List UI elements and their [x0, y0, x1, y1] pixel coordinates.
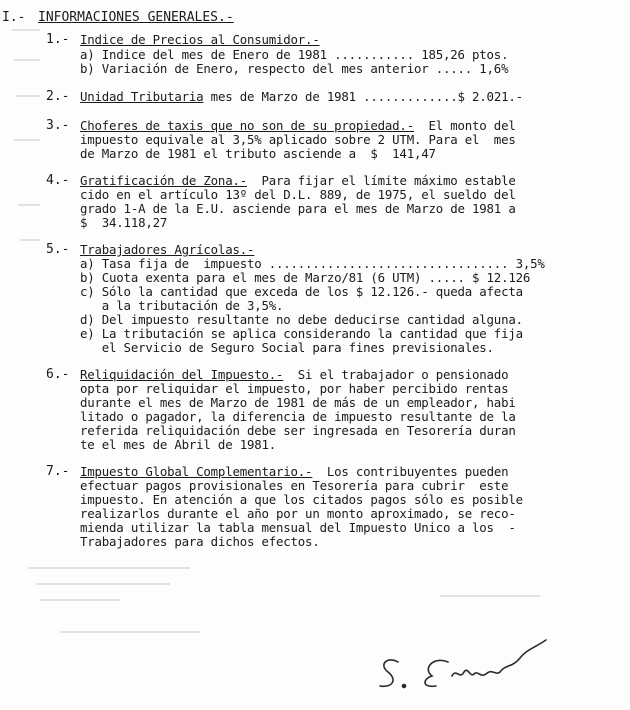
item-3-number: 3.- — [46, 118, 70, 133]
item-6-title: Reliquidación del Impuesto.- — [80, 367, 284, 382]
item-6-line-2: durante el mes de Marzo de 1981 de más de un empleador, habi — [80, 395, 516, 410]
item-7-rest: Los contribuyentes pueden — [312, 464, 509, 479]
signature — [370, 628, 570, 698]
item-7-line-2: impuesto. En atención a que los citados pagos sólo es posible — [80, 492, 523, 507]
item-2-title: Unidad Tributaria — [80, 89, 204, 104]
item-4-number: 4.- — [46, 173, 70, 188]
item-7-title: Impuesto Global Complementario.- — [80, 464, 313, 479]
item-4-title: Gratificación de Zona.- — [80, 173, 247, 188]
item-6-rest: Si el trabajador o pensionado — [283, 367, 509, 382]
item-5-line-b: b) Cuota exenta para el mes de Marzo/81 (6 UTM) ..... $ 12.126 — [80, 270, 531, 285]
item-3-title: Choferes de taxis que no son de su propiedad.- — [80, 118, 414, 133]
item-5-title: Trabajadores Agrícolas.- — [80, 242, 255, 257]
item-7-line-5: Trabajadores para dichos efectos. — [80, 534, 320, 549]
item-6-number: 6.- — [46, 367, 70, 382]
item-7-line-3: realizarlos durante el año por un monto aproximado, se reco- — [80, 506, 516, 521]
item-2-rest: mes de Marzo de 1981 .............$ 2.021.- — [203, 89, 523, 104]
item-5-line-a: a) Tasa fija de impuesto ................................. 3,5% — [80, 256, 545, 271]
item-3-line-1: impuesto equivale al 3,5% aplicado sobre 2 UTM. Para el mes — [80, 132, 516, 147]
item-1-line-a: a) Indice del mes de Enero de 1981 ........... 185,26 ptos. — [80, 47, 509, 62]
item-6-line-5: te el mes de Abril de 1981. — [80, 437, 277, 452]
item-5-line-e: e) La tributación se aplica considerando la cantidad que fija — [80, 326, 523, 341]
item-3-rest: El monto del — [413, 118, 516, 133]
item-4-line-3: $ 34.118,27 — [80, 215, 168, 230]
item-7-line-1: efectuar pagos provisionales en Tesorería para cubrir este — [80, 478, 509, 493]
item-6-line-4: referida reliquidación debe ser ingresada en Tesorería duran — [80, 423, 516, 438]
item-3-line-2: de Marzo de 1981 el tributo asciende a $ 141,47 — [80, 146, 436, 161]
item-2-number: 2.- — [46, 89, 70, 104]
item-6-line-1: opta por reliquidar el impuesto, por haber percibido rentas — [80, 381, 509, 396]
item-5-number: 5.- — [46, 242, 70, 257]
item-5-line-d: d) Del impuesto resultante no debe deducirse cantidad alguna. — [80, 312, 523, 327]
item-7-line-4: mienda utilizar la tabla mensual del Impuesto Unico a los - — [80, 520, 516, 535]
section-title: INFORMACIONES GENERALES.- — [38, 10, 234, 25]
item-1-number: 1.- — [46, 32, 70, 47]
item-1-title: Indice de Precios al Consumidor.- — [80, 32, 320, 47]
item-5-line-c2: a la tributación de 3,5%. — [80, 298, 284, 313]
item-5-line-e2: el Servicio de Seguro Social para fines previsionales. — [80, 340, 494, 355]
item-5-line-c: c) Sólo la cantidad que exceda de los $ 12.126.- queda afecta — [80, 284, 523, 299]
item-7-number: 7.- — [46, 464, 70, 479]
item-4-rest: Para fijar el límite máximo estable — [246, 173, 516, 188]
item-4-line-2: grado 1-A de la E.U. asciende para el mes de Marzo de 1981 a — [80, 201, 516, 216]
item-4-line-1: cido en el artículo 13º del D.L. 889, de 1975, el sueldo del — [80, 187, 516, 202]
item-1-line-b: b) Variación de Enero, respecto del mes anterior ..... 1,6% — [80, 61, 509, 76]
section-number: I.- — [2, 10, 26, 25]
item-6-line-3: litado o pagador, la diferencia de impuesto resultante de la — [80, 409, 516, 424]
